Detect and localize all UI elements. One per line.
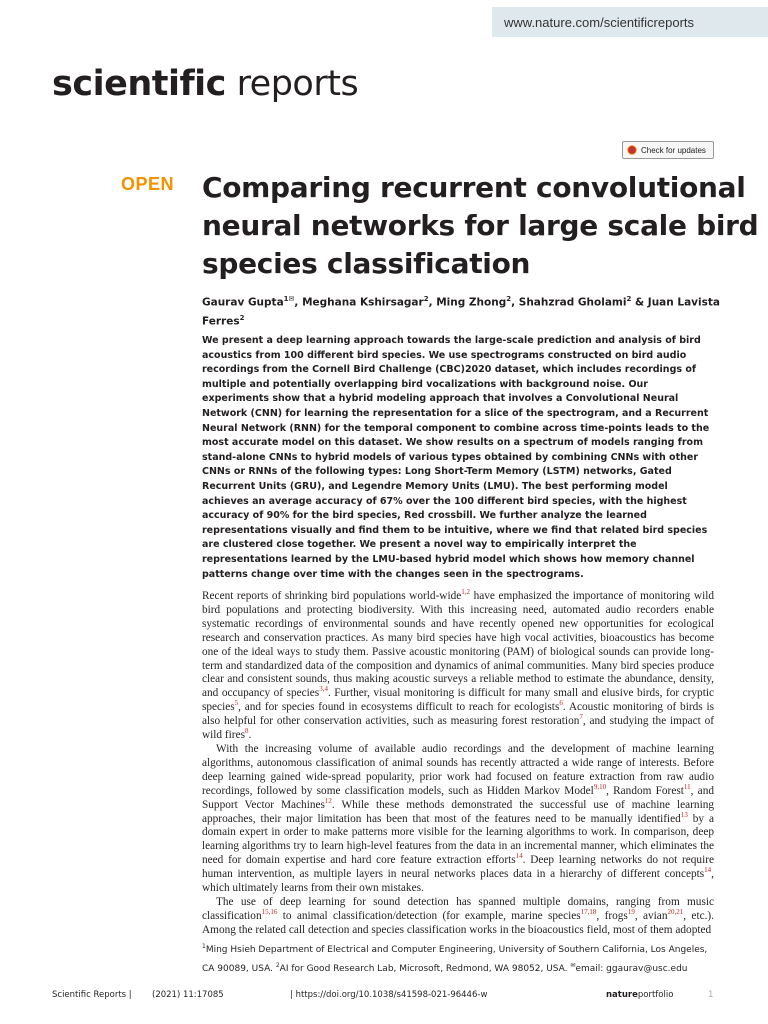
citation-superscript[interactable]: 1,2 (461, 588, 471, 597)
affiliations (202, 939, 722, 977)
page-footer (52, 990, 712, 1004)
citation-superscript[interactable]: 12 (324, 796, 332, 805)
citation-superscript[interactable]: 3,4 (319, 685, 328, 694)
body-paragraph-1: Recent reports of shrinking bird populations world-wide$^{1,2}$ have emphasized the importance of monitoring wild bird populations and protecting biodiversity. With this increasing need, automated audio recorders enable systematic recordings of environmental sounds and have recently opened new opportunities for ecological research and conservation practices. As many bird species have high vocal activities, bioacoustics has become one of the ideal ways to study them. Passive acoustic monitoring (PAM) of biological sounds can provide long-term and standardized data of the composition and dynamics of animal communities. Many bird species produce clear and consistent sounds, thus making acoustic surveys a reliable method to estimate the abundance, density, and occupancy of species$^{3,4}$. Further, visual monitoring is difficult for many small and elusive birds, for cryptic species$^5$, and for species found in ecosystems difficult to reach for ecologists$^6$. Acoustic monitoring of birds is also helpful for other conservation activities, such as measuring forest restoration$^7$, and studying the impact of wild fires$^8$. (202, 588, 715, 742)
footer-volume: (2021) 11:17085 (152, 990, 224, 1000)
citation-superscript[interactable]: 19 (627, 908, 635, 917)
citation-superscript[interactable]: 11 (683, 782, 691, 791)
crossmark-icon (627, 145, 637, 155)
abstract: We present a deep learning approach towards the large-scale prediction and analysis of bird acoustics from 100 different bird species. We use spectrograms constructed on bird audio recordings from the Cornell Bird Challenge (CBC)2020 dataset, which includes recordings of multiple and potentially overlapping bird vocalizations with background noise. Our experiments show that a hybrid modeling approach that involves a Convolutional Neural Network (CNN) for learning the representation for a slice of the spectrogram, and a Recurrent Neural Network (RNN) for the temporal component to combine across time-points leads to the most accurate model on this dataset. We show results on a spectrum of models ranging from stand-alone CNNs to hybrid models of various types obtained by combining CNNs with other CNNs or RNNs of the following types: Long Short-Term Memory (LSTM) networks, Gated Recurrent Units (GRU), and Legendre Memory Units (LMU). The best performing model achieves an average accuracy of 67% over the 100 different bird species, with the highest accuracy of 90% for the bird species, Red crossbill. We further analyze the learned representations visually and find them to be intuitive, where we find that related bird species are clustered close together. We present a novel way to empirically interpret the representations learned by the LMU-based hybrid model which shows how memory channel patterns change over time with the changes seen in the spectrograms. (202, 335, 710, 580)
footer-doi-link[interactable]: | https://doi.org/10.1038/s41598-021-96446-w (290, 990, 488, 1000)
citation-superscript[interactable]: 15,16 (261, 908, 278, 917)
citation-superscript[interactable]: 6 (559, 699, 563, 708)
affiliation-text: Ming Hsieh Department of Electrical and Computer Engineering, University of Southern California, Los Angeles, CA 90089, USA. (202, 945, 708, 974)
author-name[interactable]: Meghana Kshirsagar (302, 296, 424, 309)
author-name[interactable]: Shahzrad Gholami (518, 296, 627, 309)
body-paragraph-3: The use of deep learning for sound detection has spanned multiple domains, ranging from music classification$^{15,16}$ to animal classification/detection (for example, marine species$^{17,18}$, frogs$^{19}$, avian$^{20,21}$, etc.). Among the related call detection and species classification works in the bioacoustics field, most of them adopted (202, 895, 715, 936)
author-affiliation-sup: 2 (626, 295, 632, 303)
affiliation-sup: 2 (275, 962, 280, 969)
journal-url[interactable]: www.nature.com/scientificreports (504, 14, 695, 30)
body-text (202, 590, 714, 938)
citation-superscript[interactable]: 14 (704, 866, 712, 875)
author-affiliation-sup: 2 (423, 295, 429, 303)
affiliation-sup: 1 (202, 943, 206, 950)
journal-name-light: reports (225, 64, 359, 104)
author-affiliation-sup: 1✉ (283, 295, 295, 303)
affiliation-text: email: ggaurav@usc.edu (575, 964, 688, 974)
author-name[interactable]: Ming Zhong (436, 296, 507, 309)
author-name[interactable]: Juan Lavista Ferres (202, 296, 720, 327)
affiliation-sup: ✉ (570, 962, 576, 969)
open-access-label: OPEN (121, 174, 175, 194)
citation-superscript[interactable]: 9,10 (593, 782, 607, 791)
author-affiliation-sup: 2 (506, 295, 512, 303)
author-affiliation-sup: 2 (239, 313, 245, 322)
citation-superscript[interactable]: 7 (579, 713, 583, 722)
citation-superscript[interactable]: 8 (244, 727, 249, 736)
article-title: Comparing recurrent convolutional neural networks for large scale bird species classification (202, 171, 759, 280)
journal-masthead (52, 64, 358, 104)
page-number: 1 (708, 990, 714, 1000)
citation-superscript[interactable]: 20,21 (667, 908, 684, 917)
citation-superscript[interactable]: 13 (680, 810, 688, 819)
citation-superscript[interactable]: 17,18 (580, 908, 597, 917)
journal-name-bold: scientific (52, 64, 226, 104)
footer-journal: Scientific Reports | (52, 990, 132, 1000)
citation-superscript[interactable]: 14 (515, 852, 523, 861)
affiliation-text: AI for Good Research Lab, Microsoft, Redmond, WA 98052, USA. (279, 964, 571, 974)
check-for-updates-button[interactable] (622, 141, 714, 159)
body-paragraph-2: With the increasing volume of available audio recordings and the development of machine learning algorithms, autonomous classification of animal sounds has recently attracted a wide range of interests. Before deep learning gained wide-spread popularity, prior work had focused on feature extraction from raw audio recordings, followed by some classification models, such as Hidden Markov Model$^{9,10}$, Random Forest$^{11}$, and Support Vector Machines$^{12}$. While these methods demonstrated the successful use of machine learning approaches, their major limitation has been that most of the features need to be manually identified$^{13}$ by a domain expert in order to make patterns more visible for the learning algorithms to work. In comparison, deep learning algorithms try to learn high-level features from the data in an incremental manner, which eliminates the need for domain expertise and hard core feature extraction efforts$^{14}$. Deep learning networks do not require human intervention, as multiple layers in neural networks places data in a hierarchy of different concepts$^{14}$, which ultimately learns from their own mistakes. (202, 742, 714, 895)
check-for-updates-label: Check for updates (641, 145, 706, 155)
author-list: Gaurav Gupta$^{1✉}$, Meghana Kshirsagar$^2$, Ming Zhong$^2$, Shahzrad Gholami$^2$ & Juan Lavista Ferres$^2$ (202, 295, 720, 327)
journal-url-bar[interactable] (492, 7, 768, 37)
author-name[interactable]: Gaurav Gupta (202, 296, 284, 309)
citation-superscript[interactable]: 5 (234, 699, 239, 708)
nature-portfolio-logo: natureportfolio (606, 990, 674, 1000)
